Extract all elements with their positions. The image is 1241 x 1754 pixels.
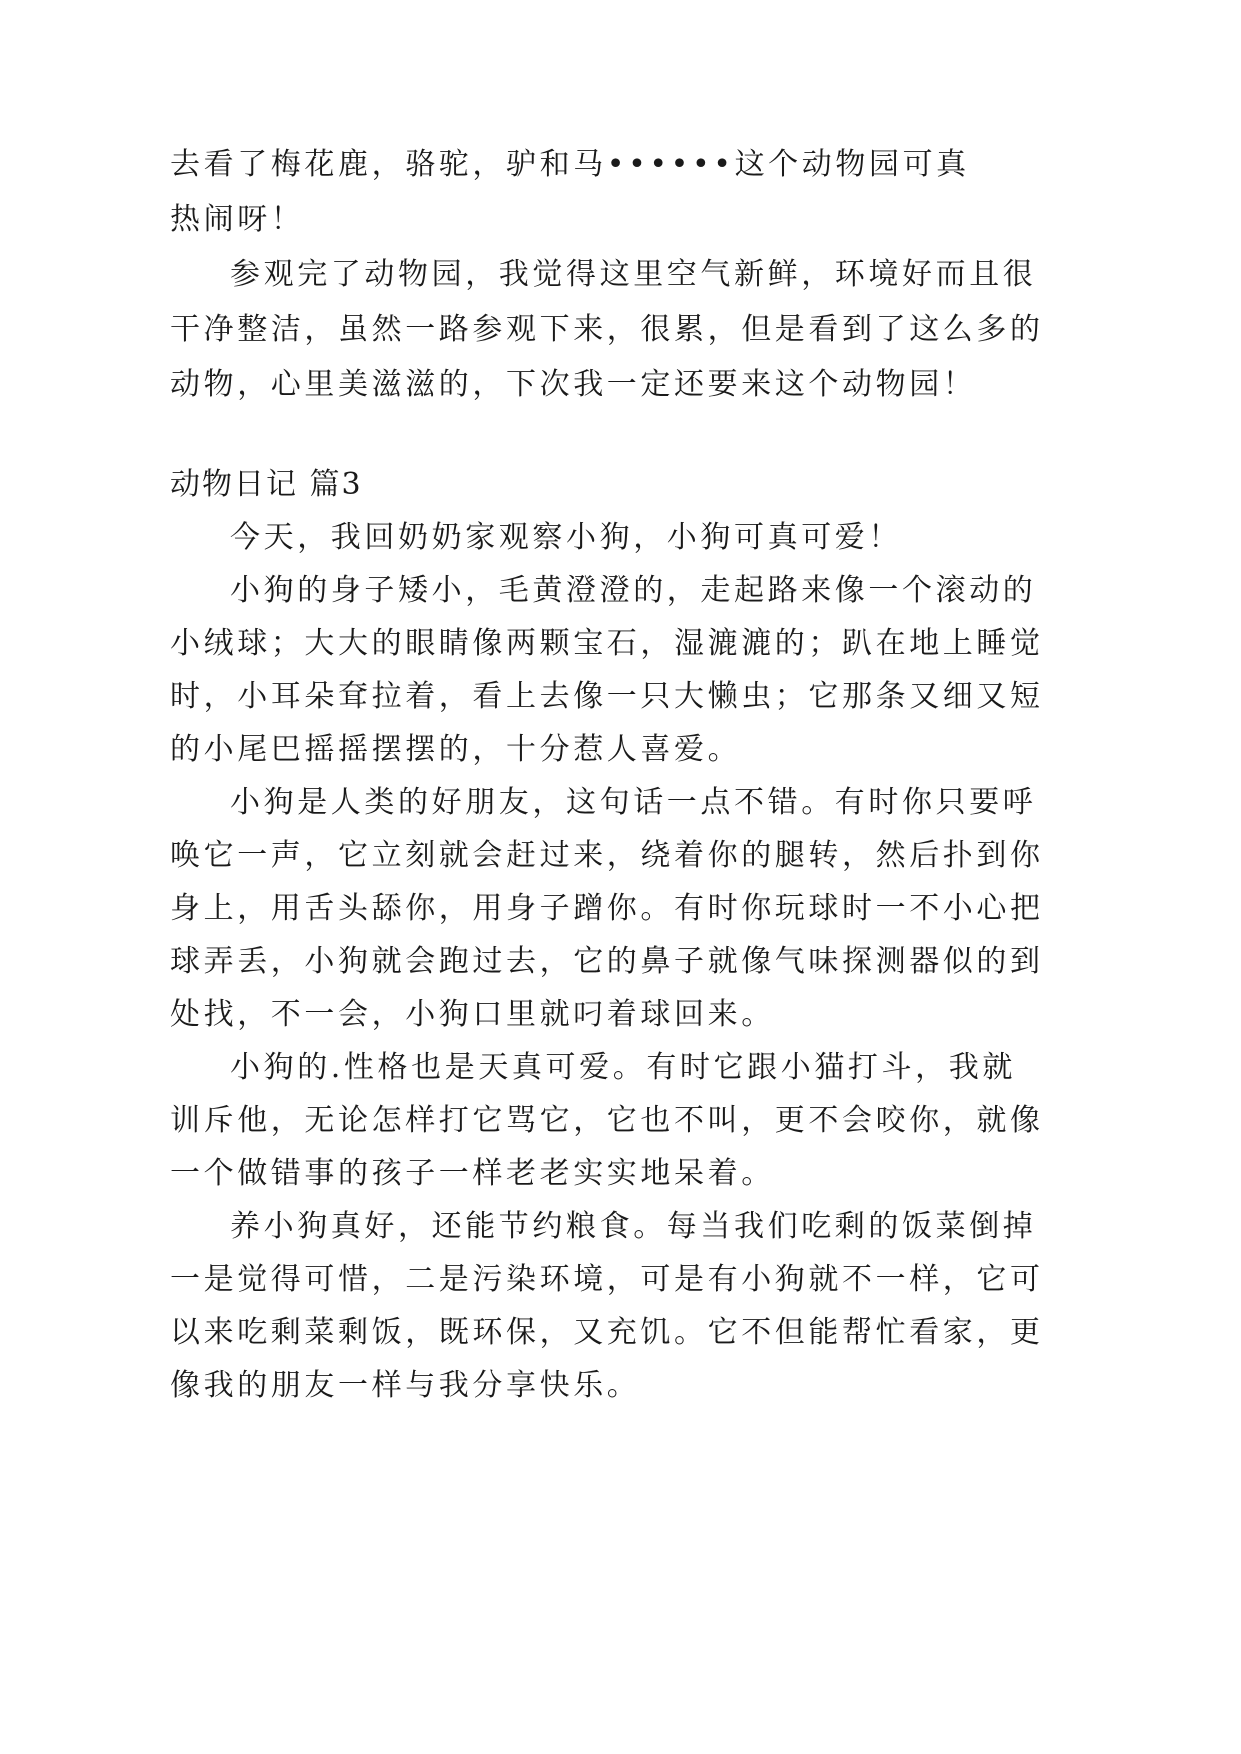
body-text-line: 以来吃剩菜剩饭，既环保，又充饥。它不但能帮忙看家，更 bbox=[170, 1315, 1044, 1350]
body-text-line: 像我的朋友一样与我分享快乐。 bbox=[170, 1368, 641, 1403]
body-text-line: 一是觉得可惜，二是污染环境，可是有小狗就不一样，它可 bbox=[170, 1262, 1044, 1297]
body-text-line: 动物，心里美滋滋的，下次我一定还要来这个动物园！ bbox=[170, 367, 977, 402]
body-text-line: 干净整洁，虽然一路参观下来，很累，但是看到了这么多的 bbox=[170, 312, 1044, 347]
body-text-line: 身上，用舌头舔你，用身子蹭你。有时你玩球时一不小心把 bbox=[170, 891, 1044, 926]
paragraph-first-line: 小狗是人类的好朋友，这句话一点不错。有时你只要呼 bbox=[230, 785, 1037, 820]
body-text-line: 唤它一声，它立刻就会赶过来，绕着你的腿转，然后扑到你 bbox=[170, 838, 1044, 873]
paragraph-first-line: 参观完了动物园，我觉得这里空气新鲜，环境好而且很 bbox=[230, 257, 1037, 292]
body-text-line: 时，小耳朵耷拉着，看上去像一只大懒虫；它那条又细又短 bbox=[170, 679, 1044, 714]
paragraph-first-line: 小狗的身子矮小，毛黄澄澄的，走起路来像一个滚动的 bbox=[230, 573, 1037, 608]
section-heading: 动物日记 篇3 bbox=[170, 467, 363, 502]
paragraph-first-line: 小狗的.性格也是天真可爱。有时它跟小猫打斗，我就 bbox=[230, 1050, 1016, 1085]
body-text-line: 处找，不一会，小狗口里就叼着球回来。 bbox=[170, 997, 775, 1032]
body-text-line: 的小尾巴摇摇摆摆的，十分惹人喜爱。 bbox=[170, 732, 742, 767]
body-text-line: 去看了梅花鹿，骆驼，驴和马••••••这个动物园可真 bbox=[170, 147, 970, 182]
paragraph-first-line: 养小狗真好，还能节约粮食。每当我们吃剩的饭菜倒掉 bbox=[230, 1209, 1037, 1244]
body-text-line: 热闹呀！ bbox=[170, 202, 305, 237]
body-text-line: 一个做错事的孩子一样老老实实地呆着。 bbox=[170, 1156, 775, 1191]
body-text-line: 小绒球；大大的眼睛像两颗宝石，湿漉漉的；趴在地上睡觉 bbox=[170, 626, 1044, 661]
body-text-line: 球弄丢，小狗就会跑过去，它的鼻子就像气味探测器似的到 bbox=[170, 944, 1044, 979]
body-text-line: 训斥他，无论怎样打它骂它，它也不叫，更不会咬你，就像 bbox=[170, 1103, 1044, 1138]
paragraph-first-line: 今天，我回奶奶家观察小狗，小狗可真可爱！ bbox=[230, 520, 902, 555]
